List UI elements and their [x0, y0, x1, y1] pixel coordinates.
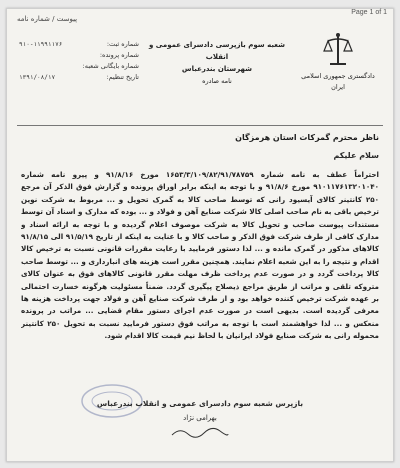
branch-line-1: شعبه سوم بازپرسی دادسرای عمومی و انقلاب — [148, 41, 286, 61]
meta-date: تاریخ تنظیم: ۱۳۹۱/۰۸/۱۷ — [19, 73, 139, 81]
emblem-line-2: ایران — [331, 83, 345, 91]
meta-file-number: شماره پرونده: — [99, 51, 139, 59]
letter-body: احتراماً عطف به نامه شماره ۱۶۵۳/۳/۱۰۹/۸۲/۹۱/۷۸۷۵۹ مورخ ۹۱/۸/۱۶ و پیرو نامه شماره ۹۱۰۱۱۷۶۱۳۲۰۱۰۴۰ مورخ ۹۱/۸/۶ و با توجه به اینکه برابر اوراق پرونده و گزارش فوق الذکر آن مرجع ۲۵۰ کانتینر کالای آیسیود رانی که توسط صاحب کالا به گمرک تحویل و ... مربوط به شرکت نوین ترخیص باقی به نام صاحب اصلی کالا شرکت صنایع آهن و فولاد و ... بوده که مدارک و اسناد آن توسط مستندات پیوست صاحب و تحویل کالا به شرکت موصوف اعلام گردیده و با توجه به ارائه اسناد و مدارک کافی از طرف شرکت فوق الذکر و صاحب کالا و با عنایت به اینکه از تاریخ ۹۱/۵/۱۹ الی ۹۱/۸/۱۵ کالاهای مذکور در گمرک مانده و ... لذا دستور فرمایید با رعایت مقررات قانونی نسبت به ترخیص کالا اقدام و نتیجه را به این شعبه اعلام نمایند. همچنین مقرر است هزینه های انبارداری و ... توسط صاحب کالا پرداخت گردد و در صورت عدم پرداخت ظرف مهلت مقرر قانونی کالاهای فوق به عنوان کالای متروکه تلقی و مراتب از طریق مراجع ذیصلاح پیگیری گردد. ضمناً مسئولیت هرگونه خسارت احتمالی بر عهده شرکت ترخیص کننده خواهد بود و از طرف شرکت صنایع آهن و فولاد جهت پرداخت هزینه ها معرفی گردیده است. بدیهی است در صورت عدم اجرای دستور مقام قضایی ... مراتب در پرونده منعکس و ... لذا خواهشمند است با توجه به مراتب فوق دستور فرمایید نسبت به تحویل ۲۵۰ کانتینر محموله رانی به شرکت صنایع فولاد ایرانیان با لحاظ نیم قیمت کالا اقدام شود. — [21, 170, 379, 341]
header-divider — [17, 125, 383, 126]
page-indicator: Page 1 of 1 — [351, 9, 387, 16]
emblem-icon — [320, 31, 356, 69]
judiciary-emblem-block — [295, 31, 381, 93]
letter-meta — [19, 39, 139, 83]
corner-note: پیوست / شماره نامه — [17, 15, 78, 23]
signer-name: بهرامی نژاد — [183, 414, 217, 422]
branch-heading — [137, 39, 297, 87]
document-page — [6, 8, 394, 462]
meta-registration: شماره ثبت: ۹۱۰-۱۱۹۹۱۱۷۶ — [19, 40, 139, 48]
signature-block — [47, 397, 353, 444]
signature-scribble-icon — [170, 425, 230, 439]
signer-title: بازپرس شعبه سوم دادسرای عمومی و انقلاب بندرعباس — [96, 399, 304, 408]
meta-archive-number: شماره بایگانی شعبه: — [82, 62, 139, 70]
addressee: ناظر محترم گمرکات استان هرمزگان — [235, 133, 379, 142]
branch-line-2: شهرستان بندرعباس — [181, 65, 253, 73]
greeting: سلام علیکم — [333, 151, 379, 160]
emblem-line-1: دادگستری جمهوری اسلامی — [301, 72, 375, 80]
branch-line-3: نامه صادره — [202, 77, 232, 85]
